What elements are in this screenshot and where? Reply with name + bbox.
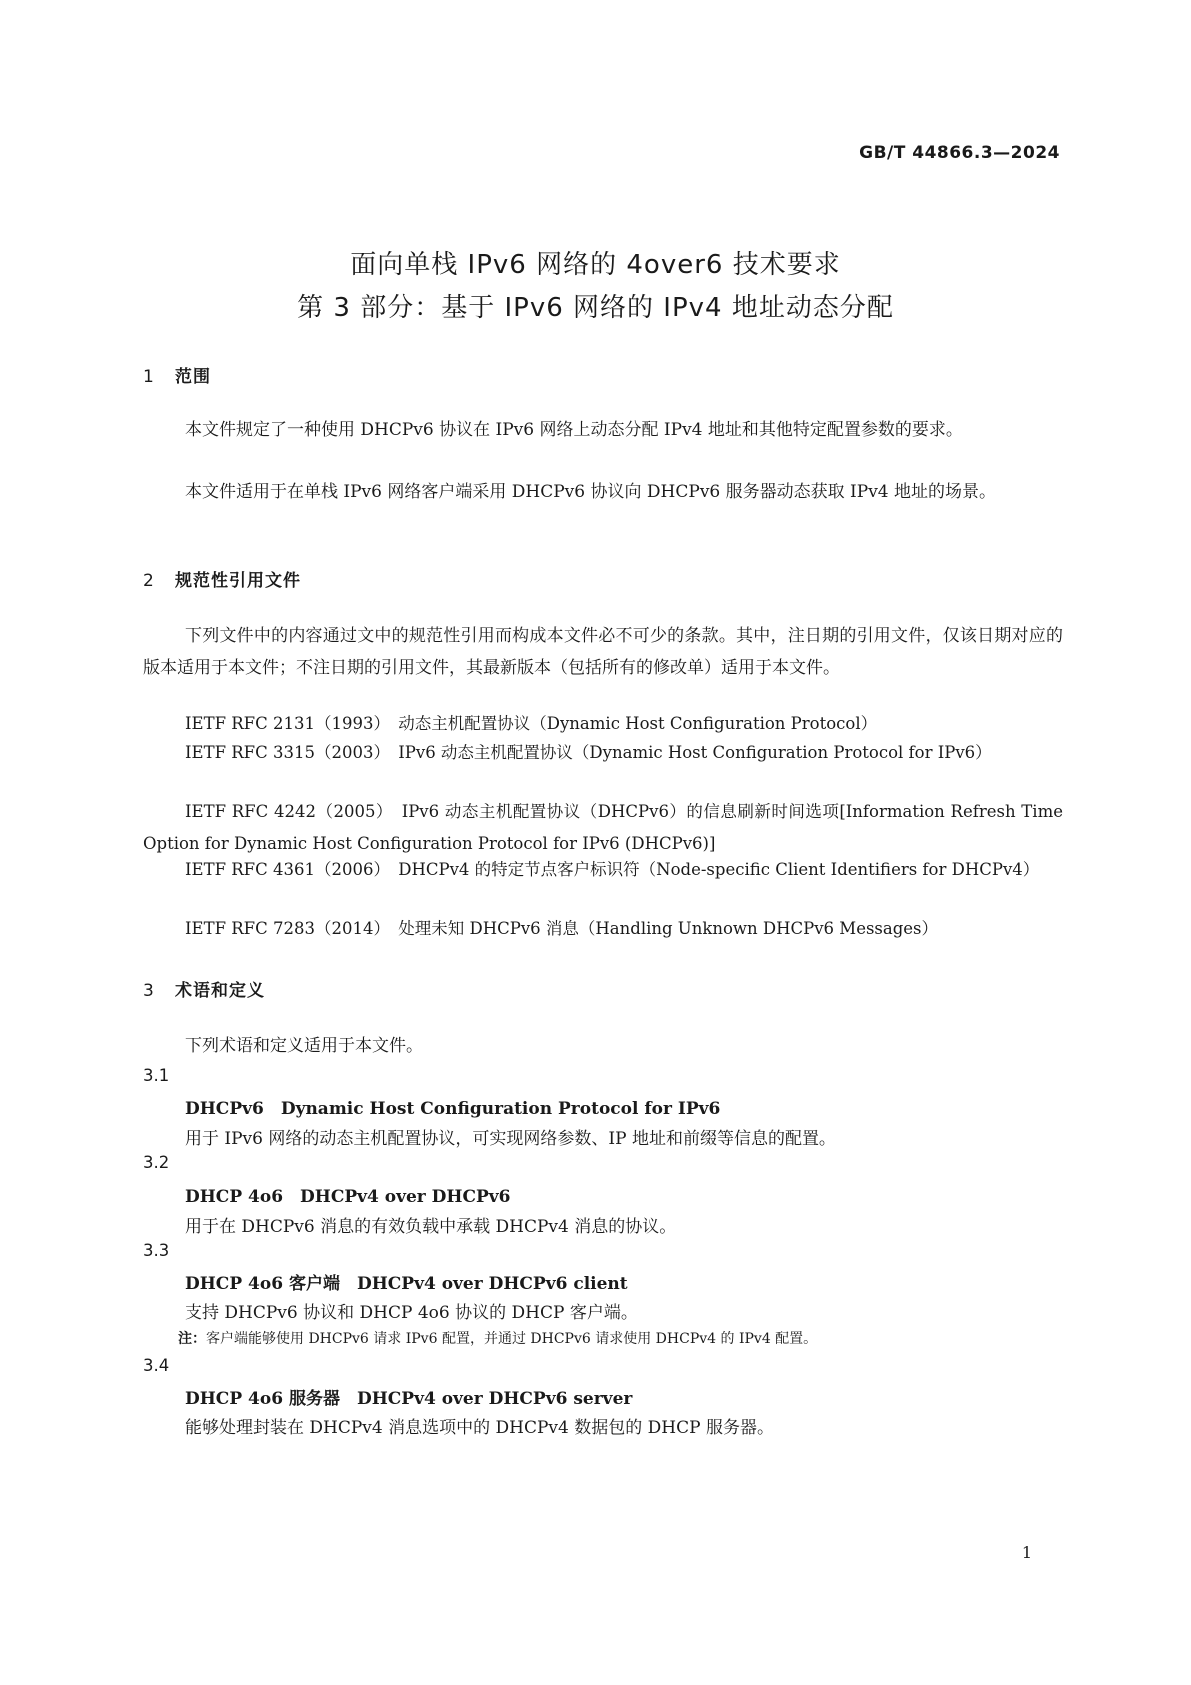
section-number: 3 [143,981,155,1001]
note-label: 注： [178,1331,206,1347]
document-title [0,244,1191,330]
term-definition: 能够处理封装在 DHCPv4 消息选项中的 DHCPv4 数据包的 DHCP 服务器。 [185,1418,774,1438]
reference-code: IETF RFC 3315（2003） [185,743,382,762]
term-definition: 用于在 DHCPv6 消息的有效负载中承载 DHCPv4 消息的协议。 [185,1217,677,1237]
term-number: 3.3 [143,1241,170,1260]
scope-paragraph-2: 本文件适用于在单栈 IPv6 网络客户端采用 DHCPv6 协议向 DHCPv6 服务器动态获取 IPv4 地址的场景。 [185,482,997,502]
term-number: 3.4 [143,1356,170,1375]
page-number: 1 [1021,1543,1032,1562]
title-line-1: 面向单栈 IPv6 网络的 4over6 技术要求 [350,250,841,280]
section-title: 范围 [175,367,211,387]
section-heading-scope [143,362,211,387]
normative-intro: 下列文件中的内容通过文中的规范性引用而构成本文件必不可少的条款。其中，注日期的引用文件，仅该日期对应的版本适用于本文件；不注日期的引用文件，其最新版本（包括所有的修改单）适用于本文件。 [143,626,1063,678]
reference-title: 动态主机配置协议（Dynamic Host Configuration Protocol） [398,714,878,733]
reference-item [143,737,1063,769]
scope-paragraph-1: 本文件规定了一种使用 DHCPv6 协议在 IPv6 网络上动态分配 IPv4 地址和其他特定配置参数的要求。 [185,420,963,440]
reference-item [143,913,1063,945]
section-title: 规范性引用文件 [175,571,301,591]
term-heading: DHCPv6 Dynamic Host Configuration Protocol for IPv6 [185,1099,721,1119]
section-title: 术语和定义 [175,981,265,1001]
reference-code: IETF RFC 4361（2006） [185,860,382,879]
reference-item [143,708,1063,740]
reference-item [143,854,1063,886]
section-number: 2 [143,571,155,591]
reference-title: DHCPv4 的特定节点客户标识符（Node-specific Client Identifiers for DHCPv4） [398,860,1040,879]
term-number: 3.1 [143,1066,170,1085]
reference-title: IPv6 动态主机配置协议（Dynamic Host Configuration Protocol for IPv6） [398,743,992,762]
reference-code: IETF RFC 7283（2014） [185,919,382,938]
terms-intro: 下列术语和定义适用于本文件。 [185,1036,423,1056]
term-heading: DHCP 4o6 DHCPv4 over DHCPv6 [185,1187,511,1207]
standard-number: GB/T 44866.3—2024 [859,143,1060,163]
term-heading: DHCP 4o6 服务器 DHCPv4 over DHCPv6 server [185,1389,633,1409]
term-note [178,1328,817,1348]
reference-code: IETF RFC 4242（2005） [185,802,385,821]
reference-code: IETF RFC 2131（1993） [185,714,382,733]
term-definition: 支持 DHCPv6 协议和 DHCP 4o6 协议的 DHCP 客户端。 [185,1303,638,1323]
section-number: 1 [143,367,155,387]
term-heading: DHCP 4o6 客户端 DHCPv4 over DHCPv6 client [185,1274,628,1294]
term-definition: 用于 IPv6 网络的动态主机配置协议，可实现网络参数、IP 地址和前缀等信息的配置。 [185,1129,836,1149]
section-heading-terms [143,976,265,1001]
reference-title: IPv6 动态主机配置协议（DHCPv6）的信息刷新时间选项[Information Refresh Time Option for Dynamic Host Configuration Protocol for IPv6 (DHCPv6)] [143,802,1063,853]
note-text: 客户端能够使用 DHCPv6 请求 IPv6 配置，并通过 DHCPv6 请求使用 DHCPv4 的 IPv4 配置。 [206,1331,818,1347]
reference-title: 处理未知 DHCPv6 消息（Handling Unknown DHCPv6 Messages） [398,919,939,938]
section-heading-normative [143,566,301,591]
term-number: 3.2 [143,1153,170,1172]
reference-item [143,796,1063,860]
title-line-2: 第 3 部分：基于 IPv6 网络的 IPv4 地址动态分配 [297,293,894,323]
